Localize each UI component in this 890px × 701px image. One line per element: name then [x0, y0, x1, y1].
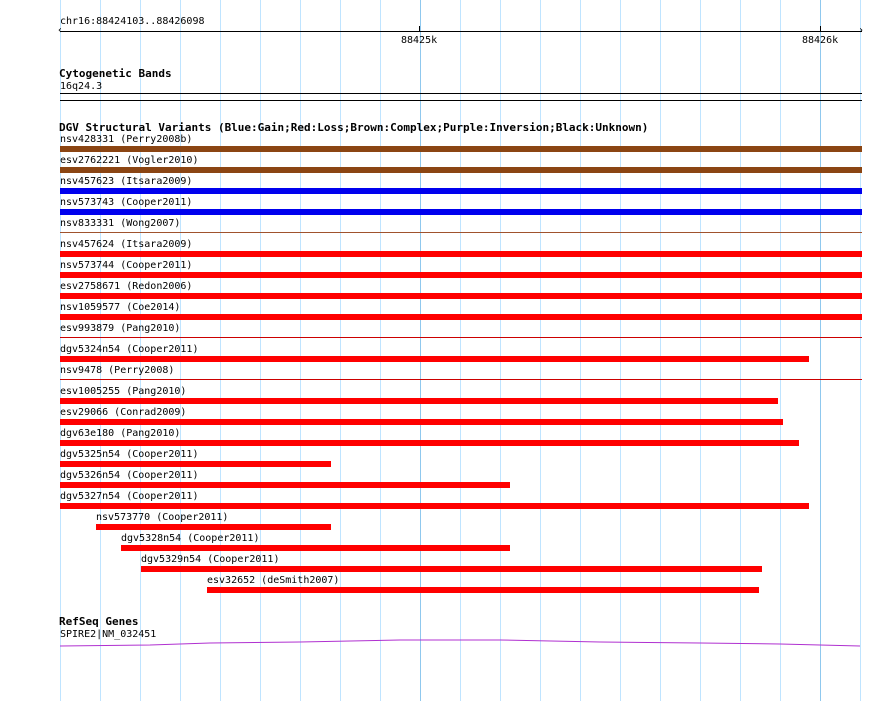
gridline — [340, 0, 341, 701]
dgv-variant-label[interactable]: nsv833331 (Wong2007) — [60, 218, 181, 229]
ruler-tick-88425k — [419, 26, 420, 32]
dgv-variant-label[interactable]: esv2762221 (Vogler2010) — [60, 155, 199, 166]
gridline — [460, 0, 461, 701]
gene-model-spire2[interactable] — [0, 630, 890, 655]
ruler-tick-label-88425k: 88425k — [401, 35, 438, 46]
dgv-variant-label[interactable]: nsv457624 (Itsara2009) — [60, 239, 193, 250]
dgv-variant-thin-bar[interactable] — [60, 232, 862, 233]
dgv-variant-label[interactable]: dgv5329n54 (Cooper2011) — [141, 554, 280, 565]
dgv-track-title: DGV Structural Variants (Blue:Gain;Red:Loss;Brown:Complex;Purple:Inversion;Black:Unknown) — [59, 121, 649, 134]
gridline — [300, 0, 301, 701]
gridline — [700, 0, 701, 701]
ruler-axis-line — [60, 31, 862, 32]
gridline — [620, 0, 621, 701]
dgv-variant-label[interactable]: dgv5325n54 (Cooper2011) — [60, 449, 199, 460]
gridline — [860, 0, 861, 701]
ruler-tick-label-88426k: 88426k — [802, 35, 839, 46]
dgv-variant-label[interactable]: nsv573743 (Cooper2011) — [60, 197, 193, 208]
dgv-variant-bar[interactable] — [121, 545, 510, 551]
ruler-left-arrow-icon[interactable]: ‹ — [57, 25, 64, 36]
gridline — [380, 0, 381, 701]
gridline — [220, 0, 221, 701]
gridline — [260, 0, 261, 701]
dgv-variant-bar[interactable] — [60, 293, 862, 299]
dgv-variant-bar[interactable] — [60, 272, 862, 278]
dgv-variant-bar[interactable] — [60, 251, 862, 257]
cytoband-bottom-line[interactable] — [60, 100, 862, 101]
gridline — [580, 0, 581, 701]
dgv-variant-bar[interactable] — [60, 461, 331, 467]
refseq-track-title: RefSeq Genes — [59, 615, 139, 628]
dgv-variant-label[interactable]: esv993879 (Pang2010) — [60, 323, 181, 334]
dgv-variant-label[interactable]: nsv428331 (Perry2008b) — [60, 134, 193, 145]
cytoband-top-line[interactable] — [60, 93, 862, 94]
dgv-variant-thin-bar[interactable] — [60, 379, 862, 380]
cytoband-track-title: Cytogenetic Bands — [59, 67, 172, 80]
dgv-variant-bar[interactable] — [60, 419, 783, 425]
dgv-variant-bar[interactable] — [60, 482, 510, 488]
dgv-variant-label[interactable]: dgv5327n54 (Cooper2011) — [60, 491, 199, 502]
gridline — [660, 0, 661, 701]
ruler-range-label: chr16:88424103..88426098 — [60, 16, 205, 27]
dgv-variant-label[interactable]: esv1005255 (Pang2010) — [60, 386, 187, 397]
gridline — [780, 0, 781, 701]
gene-model-line[interactable] — [60, 640, 860, 646]
dgv-variant-bar[interactable] — [60, 167, 862, 173]
gene-label[interactable]: SPIRE2|NM_032451 — [60, 629, 157, 640]
ruler-tick-88426k — [820, 26, 821, 32]
dgv-variant-bar[interactable] — [60, 209, 862, 215]
dgv-variant-label[interactable]: nsv573770 (Cooper2011) — [96, 512, 229, 523]
dgv-variant-label[interactable]: nsv457623 (Itsara2009) — [60, 176, 193, 187]
gridline — [820, 0, 821, 701]
dgv-variant-bar[interactable] — [207, 587, 759, 593]
gridline — [740, 0, 741, 701]
dgv-variant-label[interactable]: nsv1059577 (Coe2014) — [60, 302, 181, 313]
dgv-variant-label[interactable]: esv32652 (deSmith2007) — [207, 575, 340, 586]
dgv-variant-thin-bar[interactable] — [60, 337, 862, 338]
dgv-variant-label[interactable]: dgv63e180 (Pang2010) — [60, 428, 181, 439]
dgv-variant-bar[interactable] — [141, 566, 762, 572]
dgv-variant-label[interactable]: esv29066 (Conrad2009) — [60, 407, 187, 418]
dgv-variant-label[interactable]: nsv573744 (Cooper2011) — [60, 260, 193, 271]
dgv-variant-label[interactable]: nsv9478 (Perry2008) — [60, 365, 175, 376]
cytoband-label[interactable]: 16q24.3 — [60, 81, 103, 92]
dgv-variant-bar[interactable] — [60, 503, 809, 509]
gridline — [420, 0, 421, 701]
gridline — [540, 0, 541, 701]
dgv-variant-label[interactable]: esv2758671 (Redon2006) — [60, 281, 193, 292]
gridline — [500, 0, 501, 701]
dgv-variant-label[interactable]: dgv5324n54 (Cooper2011) — [60, 344, 199, 355]
dgv-variant-bar[interactable] — [60, 188, 862, 194]
dgv-variant-bar[interactable] — [60, 314, 862, 320]
dgv-variant-bar[interactable] — [96, 524, 331, 530]
dgv-variant-bar[interactable] — [60, 356, 809, 362]
dgv-variant-label[interactable]: dgv5328n54 (Cooper2011) — [121, 533, 260, 544]
ruler-right-arrow-icon[interactable]: › — [858, 25, 865, 36]
dgv-variant-bar[interactable] — [60, 146, 862, 152]
dgv-variant-bar[interactable] — [60, 440, 799, 446]
dgv-variant-bar[interactable] — [60, 398, 778, 404]
dgv-variant-label[interactable]: dgv5326n54 (Cooper2011) — [60, 470, 199, 481]
